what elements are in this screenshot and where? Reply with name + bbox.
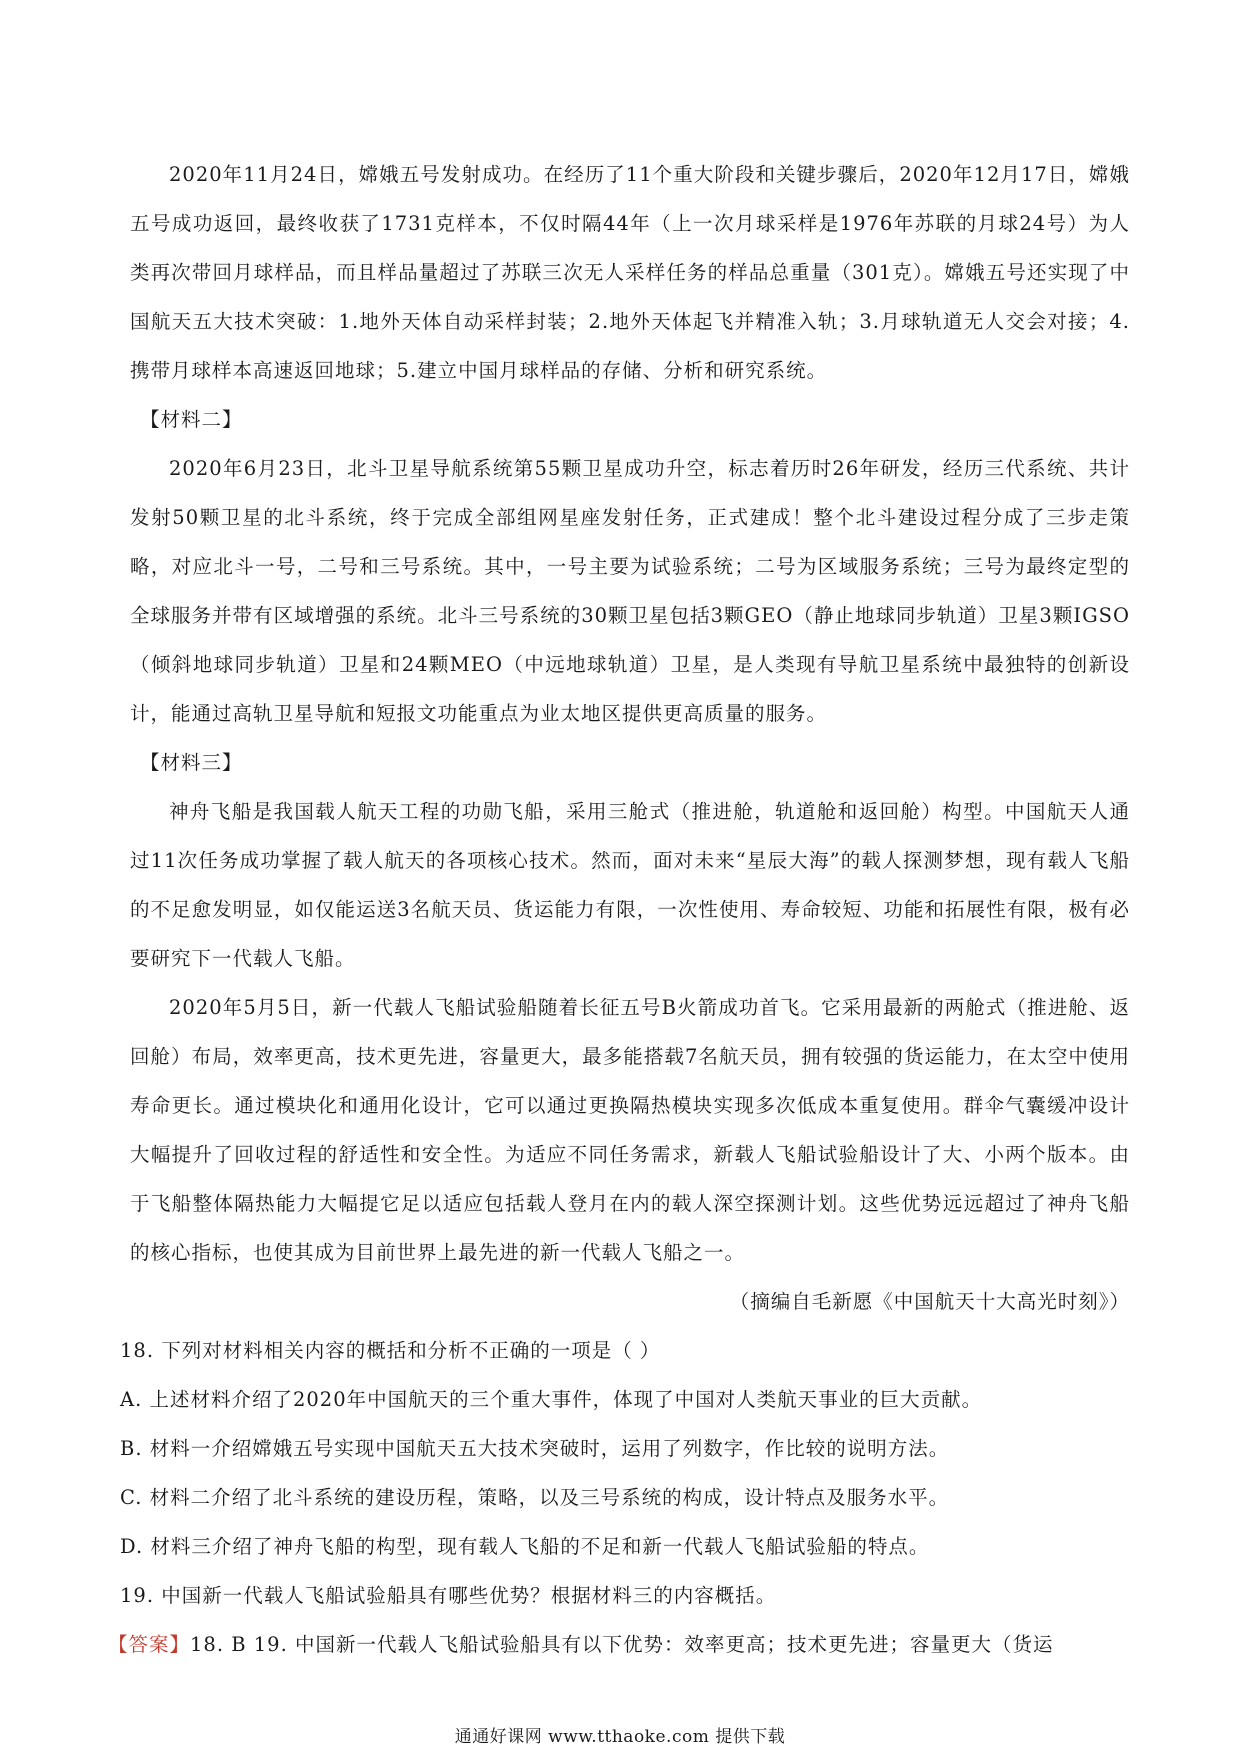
question-19: 19. 中国新一代载人飞船试验船具有哪些优势？根据材料三的内容概括。 xyxy=(120,1584,777,1607)
option-a: A. 上述材料介绍了2020年中国航天的三个重大事件，体现了中国对人类航天事业的巨大贡献。 xyxy=(120,1388,983,1411)
material-three-heading: 【材料三】 xyxy=(140,751,243,774)
option-b: B. 材料一介绍嫦娥五号实现中国航天五大技术突破时，运用了列数字，作比较的说明方法。 xyxy=(120,1437,950,1460)
option-d: D. 材料三介绍了神舟飞船的构型，现有载人飞船的不足和新一代载人飞船试验船的特点。 xyxy=(120,1535,930,1558)
material-one-paragraph: 2020年11月24日，嫦娥五号发射成功。在经历了11个重大阶段和关键步骤后，2020年12月17日，嫦娥五号成功返回，最终收获了1731克样本，不仅时隔44年（上一次月球采样是1976年苏联的月球24号）为人类再次带回月球样品，而且样品量超过了苏联三次无人采样任务的样品总重量（301克）。嫦娥五号还实现了中国航天五大技术突破：1.地外天体自动采样封装；2.地外天体起飞并精准入轨；3.月球轨道无人交会对接；4.携带月球样本高速返回地球；5.建立中国月球样品的存储、分析和研究系统。 xyxy=(130,163,1130,382)
document-body xyxy=(108,150,1130,1669)
answer-tag: 【答案】 xyxy=(108,1633,191,1656)
material-three-paragraph-1: 神舟飞船是我国载人航天工程的功勋飞船，采用三舱式（推进舱，轨道舱和返回舱）构型。中国航天人通过11次任务成功掌握了载人航天的各项核心技术。然而，面对未来“星辰大海”的载人探测梦想，现有载人飞船的不足愈发明显，如仅能运送3名航天员、货运能力有限，一次性使用、寿命较短、功能和拓展性有限，极有必要研究下一代载人飞船。 xyxy=(130,800,1130,970)
material-three-paragraph-2: 2020年5月5日，新一代载人飞船试验船随着长征五号B火箭成功首飞。它采用最新的两舱式（推进舱、返回舱）布局，效率更高，技术更先进，容量更大，最多能搭载7名航天员，拥有较强的货运能力，在太空中使用寿命更长。通过模块化和通用化设计，它可以通过更换隔热模块实现多次低成本重复使用。群伞气囊缓冲设计大幅提升了回收过程的舒适性和安全性。为适应不同任务需求，新载人飞船试验船设计了大、小两个版本。由于飞船整体隔热能力大幅提它足以适应包括载人登月在内的载人深空探测计划。这些优势远远超过了神舟飞船的核心指标，也使其成为目前世界上最先进的新一代载人飞船之一。 xyxy=(130,996,1130,1264)
page-footer: 通通好课网 www.tthaoke.com 提供下载 xyxy=(454,1727,786,1747)
source-citation: （摘编自毛新愿《中国航天十大高光时刻》） xyxy=(729,1290,1130,1313)
answer-line xyxy=(108,1620,1130,1669)
question-18: 18. 下列对材料相关内容的概括和分析不正确的一项是（ ） xyxy=(120,1339,661,1362)
material-two-heading: 【材料二】 xyxy=(140,408,243,431)
material-two-paragraph: 2020年6月23日，北斗卫星导航系统第55颗卫星成功升空，标志着历时26年研发，经历三代系统、共计发射50颗卫星的北斗系统，终于完成全部组网星座发射任务，正式建成！整个北斗建设过程分成了三步走策略，对应北斗一号，二号和三号系统。其中，一号主要为试验系统；二号为区域服务系统；三号为最终定型的全球服务并带有区域增强的系统。北斗三号系统的30颗卫星包括3颗GEO（静止地球同步轨道）卫星3颗IGSO（倾斜地球同步轨道）卫星和24颗MEO（中远地球轨道）卫星，是人类现有导航卫星系统中最独特的创新设计，能通过高轨卫星导航和短报文功能重点为业太地区提供更高质量的服务。 xyxy=(130,457,1130,725)
option-c: C. 材料二介绍了北斗系统的建设历程，策略，以及三号系统的构成，设计特点及服务水平。 xyxy=(120,1486,950,1509)
answer-text: 18. B 19. 中国新一代载人飞船试验船具有以下优势：效率更高；技术更先进；容量更大（货运 xyxy=(190,1633,1054,1656)
